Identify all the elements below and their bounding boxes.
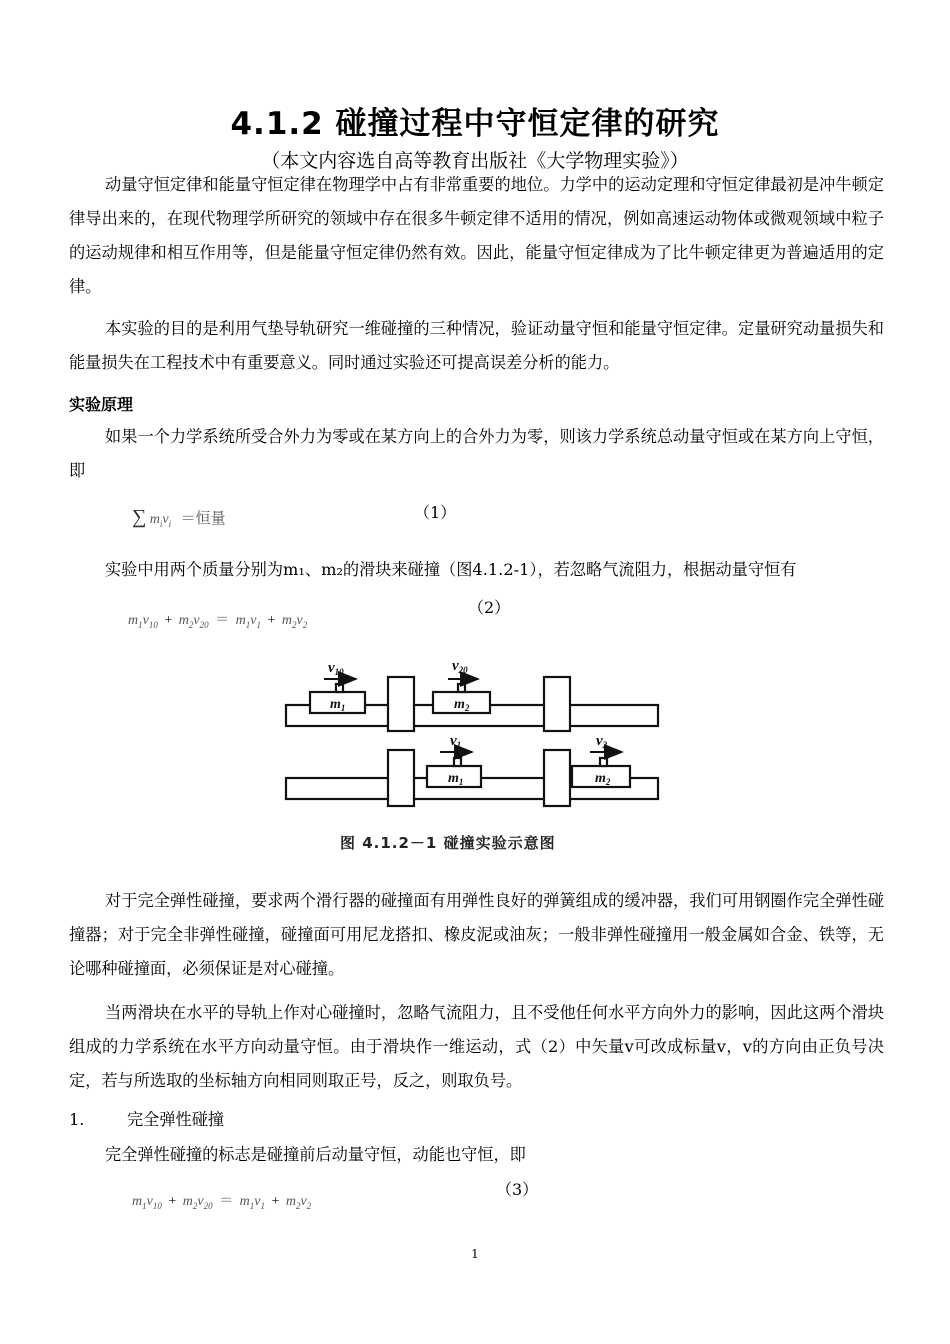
collision-diagram [270, 648, 670, 863]
glider-m1-bottom-flag [454, 758, 461, 766]
section-heading-principle: 实验原理 [69, 395, 134, 414]
label-m2-top: $m_2$ [454, 697, 470, 713]
track-support-right-top [544, 677, 570, 731]
label-m1-top: $m_1$ [330, 697, 346, 713]
paragraph-intro: 动量守恒定律和能量守恒定律在物理学中占有非常重要的地位。力学中的运动定理和守恒定律最初是冲牛顿定律导出来的，在现代物理学所研究的领域中存在很多牛顿定律不适用的情况，例如高速运动物体或微观领域中粒子的运动规律和相互作用等，但是能量守恒定律仍然有效。因此，能量守恒定律成为了比牛顿定律更为普遍适用的定律。 [69, 175, 884, 296]
page-number: 1 [471, 1247, 479, 1261]
paragraph-conservation: 当两滑块在水平的导轨上作对心碰撞时，忽略气流阻力，且不受他任何水平方向外力的影响，因此这两个滑块组成的力学系统在水平方向动量守恒。由于滑块作一维运动，式（2）中矢量v可改成标量v，v的方向由正负号决定，若与所选取的坐标轴方向相同则取正号，反之，则取负号。 [69, 1003, 884, 1090]
track-support-right-bottom [544, 750, 570, 806]
list-item-label: 完全弹性碰撞 [127, 1110, 225, 1129]
glider-m1-top-flag [336, 684, 343, 692]
paragraph-purpose: 本实验的目的是利用气垫导轨研究一维碰撞的三种情况，验证动量守恒和能量守恒定律。定量研究动量损失和能量损失在工程技术中有重要意义。同时通过实验还可提高误差分析的能力。 [69, 319, 884, 372]
paragraph-experiment: 实验中用两个质量分别为m₁、m₂的滑块来碰撞（图4.1.2-1），若忽略气流阻力，根据动量守恒有 [105, 560, 797, 579]
label-m1-bottom: $m_1$ [448, 771, 464, 787]
list-number: 1. [69, 1110, 85, 1129]
page-subtitle: （本文内容选自高等教育出版社《大学物理实验》） [261, 150, 689, 172]
track-support-left-bottom [388, 750, 414, 806]
label-v10: $v_{10}$ [328, 660, 344, 677]
glider-m2-top-flag [458, 684, 465, 692]
glider-m2-bottom-flag [600, 758, 607, 766]
equation-2: $m_1v_{10} + m_2v_{20} = m_1v_1 + m_2v_2$ [128, 613, 308, 630]
paragraph-principle: 如果一个力学系统所受合外力为零或在某方向上的合外力为零，则该力学系统总动量守恒或在某方向上守恒，即 [69, 427, 884, 480]
label-v20: $v_{20}$ [452, 658, 468, 675]
label-v1: $v_1$ [450, 733, 462, 750]
equation-1-number: （1） [414, 503, 457, 522]
equation-3-number: （3） [496, 1180, 539, 1199]
equation-3: $m_1v_{10} + m_2v_{20} = m_1v_1 + m_2v_2$ [132, 1194, 312, 1211]
label-m2-bottom: $m_2$ [595, 771, 611, 787]
label-v2: $v_2$ [596, 733, 608, 750]
equation-2-number: （2） [468, 598, 511, 617]
list-item-elastic [69, 1103, 884, 1137]
equation-1: ∑ $m_iv_i$ ＝恒量 [132, 506, 226, 529]
figure-caption: 图 4.1.2－1 碰撞实验示意图 [340, 834, 556, 852]
paragraph-collision-types: 对于完全弹性碰撞，要求两个滑行器的碰撞面有用弹性良好的弹簧组成的缓冲器，我们可用钢圈作完全弹性碰撞器；对于完全非弹性碰撞，碰撞面可用尼龙搭扣、橡皮泥或油灰；一般非弹性碰撞用一般金属如合金、铁等，无论哪种碰撞面，必须保证是对心碰撞。 [69, 891, 884, 978]
paragraph-elastic: 完全弹性碰撞的标志是碰撞前后动量守恒，动能也守恒，即 [105, 1145, 526, 1164]
track-support-left-top [388, 677, 414, 731]
page-title: 4.1.2 碰撞过程中守恒定律的研究 [230, 106, 720, 142]
